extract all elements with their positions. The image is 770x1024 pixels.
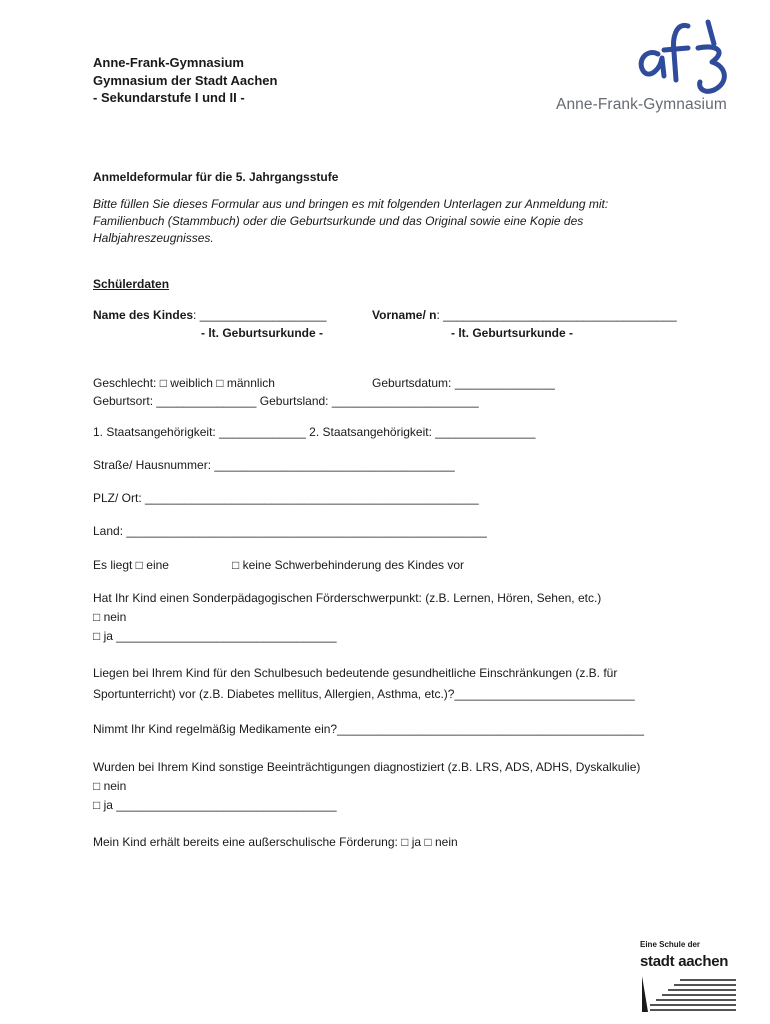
- foerder-question: Hat Ihr Kind einen Sonderpädagogischen Förderschwerpunkt: (z.B. Lernen, Hören, Sehen, etc.): [93, 591, 602, 605]
- staatsangehoerigkeit-field[interactable]: 1. Staatsangehörigkeit: _____________ 2. Staatsangehörigkeit: _______________: [93, 425, 536, 439]
- schwerbehinderung-keine[interactable]: □ keine Schwerbehinderung des Kindes vor: [232, 558, 465, 572]
- beeintraechtigung-nein-checkbox[interactable]: □ nein: [93, 779, 127, 793]
- school-logo: [548, 18, 738, 123]
- geschlecht-field[interactable]: Geschlecht: □ weiblich □ männlich: [93, 376, 275, 390]
- foerder-ja-checkbox[interactable]: □ ja _________________________________: [93, 629, 337, 643]
- school-level: - Sekundarstufe I und II -: [93, 90, 245, 105]
- vorname-hint: - lt. Geburtsurkunde -: [451, 326, 574, 340]
- medikamente-field[interactable]: Nimmt Ihr Kind regelmäßig Medikamente ein?______________________________________________: [93, 722, 645, 736]
- section-title-schuelerdaten: Schülerdaten: [93, 277, 170, 291]
- stadt-aachen-logo: [640, 940, 740, 1020]
- plz-ort-field[interactable]: PLZ/ Ort: __________________________________________________: [93, 491, 479, 505]
- school-subtitle: Gymnasium der Stadt Aachen: [93, 72, 278, 88]
- strasse-field[interactable]: Straße/ Hausnummer: ____________________________________: [93, 458, 455, 472]
- foerder-nein-checkbox[interactable]: □ nein: [93, 610, 127, 624]
- vorname-field[interactable]: [372, 307, 677, 324]
- geburtsort-land-field[interactable]: Geburtsort: _______________ Geburtsland: ______________________: [93, 394, 479, 408]
- intro-line-2: Familienbuch (Stammbuch) oder die Geburtsurkunde und das Original sowie eine Kopie des: [93, 214, 584, 228]
- name-hint: - lt. Geburtsurkunde -: [201, 326, 324, 340]
- school-name: Anne-Frank-Gymnasium: [93, 55, 244, 70]
- gesundheit-line-2[interactable]: Sportunterricht) vor (z.B. Diabetes mellitus, Allergien, Asthma, etc.)?___________________________: [93, 687, 635, 701]
- beeintraechtigung-ja-checkbox[interactable]: □ ja _________________________________: [93, 798, 337, 812]
- name-field[interactable]: [93, 307, 327, 324]
- footer-small-text: Eine Schule der: [640, 940, 701, 949]
- schwerbehinderung-eine[interactable]: Es liegt □ eine: [93, 558, 169, 572]
- logo-text: Anne-Frank-Gymnasium: [556, 96, 727, 113]
- name-blank[interactable]: : ___________________: [193, 308, 327, 322]
- form-title: Anmeldeformular für die 5. Jahrgangsstufe: [93, 170, 339, 184]
- intro-line-1: Bitte füllen Sie dieses Formular aus und bringen es mit folgenden Unterlagen zur Anmeldung mit:: [93, 197, 609, 211]
- vorname-blank[interactable]: : ___________________________________: [436, 308, 677, 322]
- beeintraechtigung-question: Wurden bei Ihrem Kind sonstige Beeinträchtigungen diagnostiziert (z.B. LRS, ADS, ADHS, Dyskalkulie): [93, 760, 641, 774]
- gesundheit-line-1: Liegen bei Ihrem Kind für den Schulbesuch bedeutende gesundheitliche Einschränkungen (z.B. für: [93, 666, 618, 680]
- name-label: Name des Kindes: [93, 308, 194, 322]
- school-header: [93, 54, 277, 107]
- afg-logo-mark-icon: [548, 18, 738, 98]
- ausserschulisch-field[interactable]: Mein Kind erhält bereits eine außerschulische Förderung: □ ja □ nein: [93, 835, 458, 849]
- aachen-stripes-icon: [640, 974, 738, 1014]
- vorname-label: Vorname/ n: [372, 308, 437, 322]
- intro-line-3: Halbjahreszeugnisses.: [93, 231, 214, 245]
- footer-big-text: stadt aachen: [640, 953, 729, 970]
- geburtsdatum-field[interactable]: Geburtsdatum: _______________: [372, 376, 555, 390]
- land-field[interactable]: Land: ______________________________________________________: [93, 524, 487, 538]
